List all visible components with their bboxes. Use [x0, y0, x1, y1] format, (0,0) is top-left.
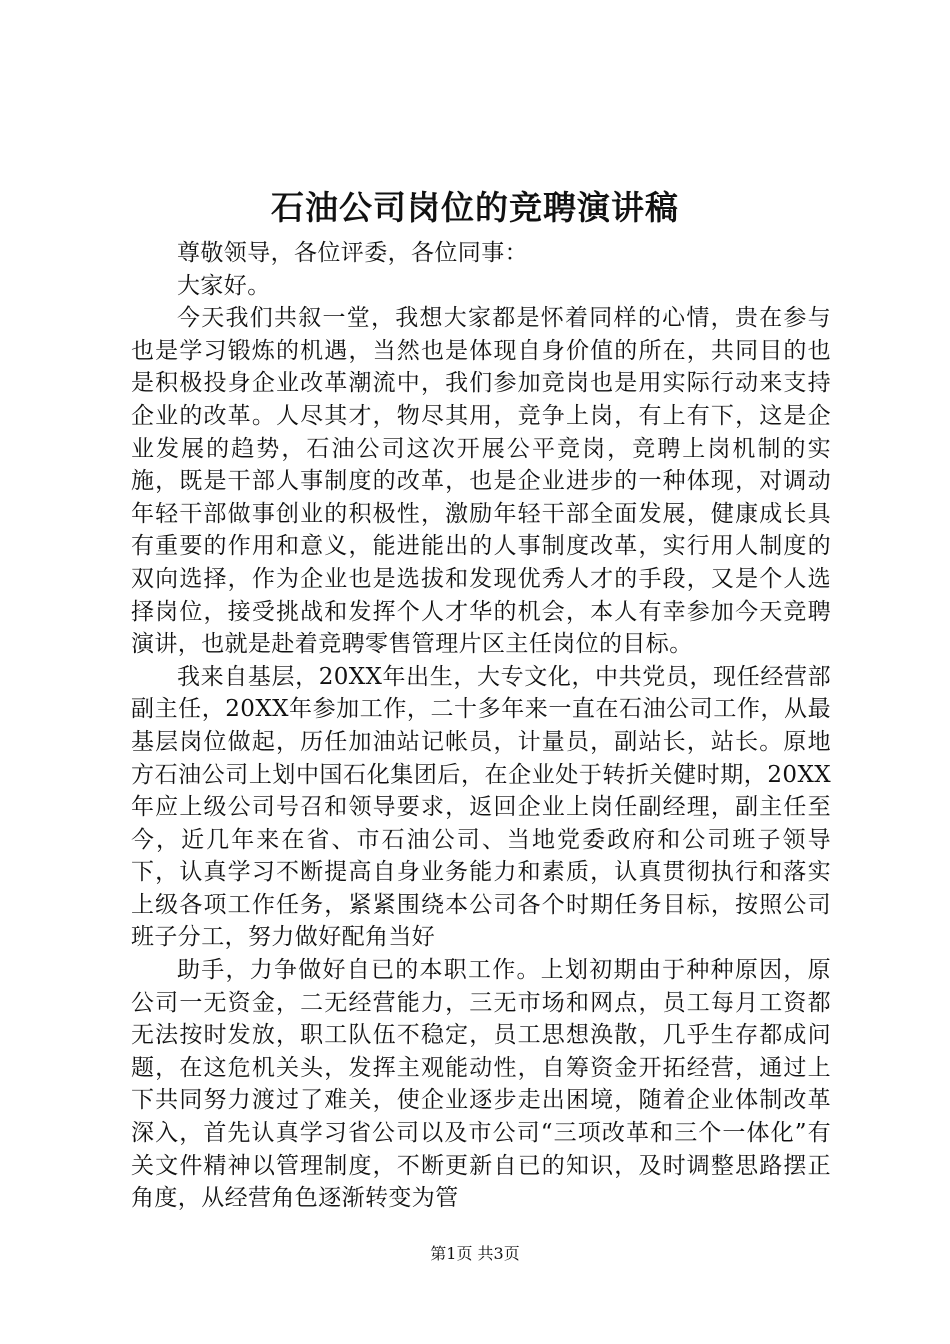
salutation: 尊敬领导，各位评委，各位同事： [177, 240, 528, 266]
greeting: 大家好。 [177, 272, 271, 299]
page-title: 石油公司岗位的竞聘演讲稿 [271, 188, 679, 227]
body-paragraph: 今天我们共叙一堂，我想大家都是怀着同样的心情，贵在参与也是学习锻炼的机遇，当然也是体现自身价值的所在，共同目的也是积极投身企业改革潮流中，我们参加竞岗也是用实际行动来支持企业的改革。人尽其才，物尽其用，竞争上岗，有上有下，这是企业发展的趋势，石油公司这次开展公平竞岗，竞聘上岗机制的实施，既是干部人事制度的改革，也是企业进步的一种体现，对调动年轻干部做事创业的积极性，激励年轻干部全面发展，健康成长具有重要的作用和意义，能进能出的人事制度改革，实行用人制度的双向选择，作为企业也是选拔和发现优秀人才的手段，又是个人选择岗位，接受挑战和发挥个人才华的机会，本人有幸参加今天竞聘演讲，也就是赴着竞聘零售管理片区主任岗位的目标。 [131, 305, 831, 658]
document-body [131, 237, 831, 1215]
body-paragraph: 我来自基层，20XX年出生，大专文化，中共党员，现任经营部副主任，20XX年参加工作，二十多年来一直在石油公司工作，从最基层岗位做起，历任加油站记帐员，计量员，副站长，站长。原地方石油公司上划中国石化集团后，在企业处于转折关健时期，20XX年应上级公司号召和领导要求，返回企业上岗任副经理，副主任至今，近几年来在省、市石油公司、当地党委政府和公司班子领导下，认真学习不断提高自身业务能力和素质，认真贯彻执行和落实上级各项工作任务，紧紧围绕本公司各个时期任务目标，按照公司班子分工，努力做好配角当好 [131, 663, 831, 951]
body-paragraph: 助手，力争做好自已的本职工作。上划初期由于种种原因，原公司一无资金，二无经营能力，三无市场和网点，员工每月工资都无法按时发放，职工队伍不稳定，员工思想涣散，几乎生存都成问题，在这危机关头，发挥主观能动性，自筹资金开拓经营，通过上下共同努力渡过了难关，使企业逐步走出困境，随着企业体制改革深入，首先认真学习省公司以及市公司“三项改革和三个一体化”有关文件精神以管理制度，不断更新自已的知识，及时调整思路摆正角度，从经营角色逐渐转变为管 [131, 957, 831, 1212]
page-footer: 第1页 共3页 [430, 1244, 520, 1263]
